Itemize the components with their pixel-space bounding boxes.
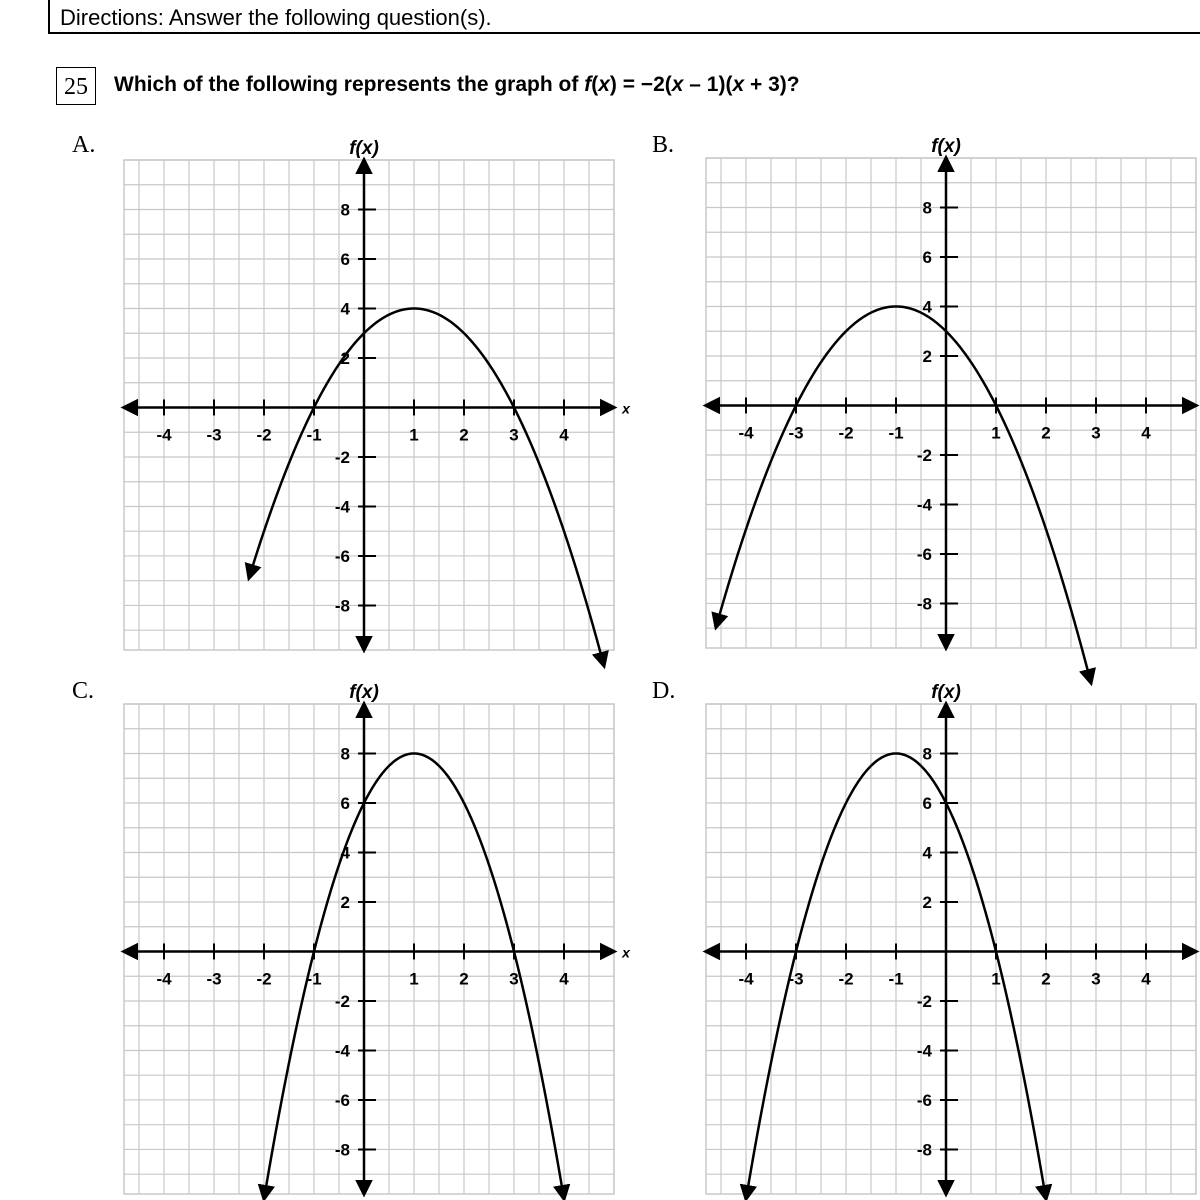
x-tick-label: 2 <box>459 969 469 989</box>
option-a-label[interactable]: A. <box>72 132 96 158</box>
question-text <box>114 73 800 97</box>
y-tick-label: -6 <box>916 1090 932 1110</box>
x-tick-label: -3 <box>206 425 222 445</box>
x-tick-label: -2 <box>838 969 854 989</box>
y-tick-label: 2 <box>922 346 932 366</box>
directions-text: Directions: Answer the following question(s). <box>60 5 492 30</box>
x-tick-label: 4 <box>1141 423 1151 443</box>
y-tick-label: -4 <box>334 497 350 517</box>
y-axis-label: f(x) <box>931 136 961 157</box>
y-tick-label: 2 <box>922 892 932 912</box>
x-tick-label: -4 <box>738 423 754 443</box>
y-tick-label: -4 <box>916 495 932 515</box>
x-tick-label: 4 <box>559 969 569 989</box>
grid <box>124 704 614 1194</box>
y-tick-label: 4 <box>340 843 350 863</box>
option-c-label[interactable]: C. <box>72 678 95 704</box>
y-tick-label: -8 <box>916 594 932 614</box>
y-tick-label: 4 <box>922 843 932 863</box>
y-tick-label: 6 <box>922 247 932 267</box>
x-tick-label: -4 <box>738 969 754 989</box>
x-tick-label: -2 <box>256 969 272 989</box>
x-tick-label: -4 <box>156 425 172 445</box>
y-tick-label: -4 <box>334 1041 350 1061</box>
question-number: 25 <box>56 67 96 105</box>
y-tick-label: 2 <box>340 348 350 368</box>
y-tick-label: -2 <box>334 447 350 467</box>
x-tick-label: -3 <box>206 969 222 989</box>
question-mid2: ) = −2( <box>609 73 672 96</box>
y-tick-label: 6 <box>922 793 932 813</box>
y-tick-label: 4 <box>922 297 932 317</box>
parabola-curve <box>249 308 604 665</box>
y-tick-label: -8 <box>334 596 350 616</box>
question-var: x <box>598 73 610 96</box>
y-tick-label: -2 <box>334 991 350 1011</box>
y-tick-label: -6 <box>916 544 932 564</box>
x-tick-label: -3 <box>788 423 804 443</box>
x-tick-label: 1 <box>409 425 419 445</box>
x-tick-label: 4 <box>559 425 569 445</box>
question-prefix: Which of the following represents the graph of <box>114 73 585 96</box>
x-tick-label: 3 <box>509 425 519 445</box>
x-tick-label: 2 <box>459 425 469 445</box>
grid <box>706 158 1196 648</box>
x-tick-label: -1 <box>306 425 322 445</box>
y-axis-label: f(x) <box>349 682 379 703</box>
y-tick-label: 8 <box>340 200 350 220</box>
x-tick-label: 1 <box>409 969 419 989</box>
graph-option-c[interactable] <box>124 682 630 1194</box>
x-tick-label: 1 <box>991 969 1001 989</box>
grid-border <box>706 158 1196 648</box>
x-axis-label: x <box>622 944 630 961</box>
y-tick-label: -2 <box>916 991 932 1011</box>
question-var2: x <box>671 73 684 96</box>
question-var3: x <box>732 73 745 96</box>
y-tick-label: 2 <box>340 892 350 912</box>
x-tick-label: 3 <box>509 969 519 989</box>
option-d-label[interactable]: D. <box>652 678 676 704</box>
x-tick-label: 4 <box>1141 969 1151 989</box>
x-tick-label: 2 <box>1041 969 1051 989</box>
y-tick-label: 6 <box>340 793 350 813</box>
question-mid1: ( <box>591 73 599 96</box>
x-tick-label: -1 <box>888 969 904 989</box>
y-tick-label: 4 <box>340 299 350 319</box>
directions-bar <box>48 0 1200 34</box>
x-tick-label: 3 <box>1091 423 1101 443</box>
y-axis-label: f(x) <box>931 682 961 703</box>
y-tick-label: -4 <box>916 1041 932 1061</box>
option-b-label[interactable]: B. <box>652 132 675 158</box>
x-tick-label: -4 <box>156 969 172 989</box>
x-tick-label: -2 <box>256 425 272 445</box>
grid-border <box>706 704 1196 1194</box>
question-suffix: + 3)? <box>744 73 800 96</box>
x-tick-label: -1 <box>306 969 322 989</box>
y-tick-label: -6 <box>334 546 350 566</box>
y-tick-label: 8 <box>340 744 350 764</box>
graph-option-a[interactable] <box>124 138 630 650</box>
x-tick-label: 2 <box>1041 423 1051 443</box>
x-tick-label: 1 <box>991 423 1001 443</box>
graph-option-b[interactable] <box>706 136 1196 648</box>
grid-border <box>124 160 614 650</box>
y-tick-label: -2 <box>916 445 932 465</box>
x-tick-label: -1 <box>888 423 904 443</box>
parabola-curve <box>716 306 1091 682</box>
question-mid3: – 1)( <box>683 73 733 96</box>
grid <box>706 704 1196 1194</box>
y-tick-label: -8 <box>334 1140 350 1160</box>
x-tick-label: 3 <box>1091 969 1101 989</box>
y-axis-label: f(x) <box>349 138 379 159</box>
y-tick-label: 8 <box>922 198 932 218</box>
x-tick-label: -2 <box>838 423 854 443</box>
x-tick-label: -3 <box>788 969 804 989</box>
graph-option-d[interactable] <box>706 682 1196 1194</box>
grid-border <box>124 704 614 1194</box>
y-tick-label: 8 <box>922 744 932 764</box>
x-axis-label: x <box>622 400 630 417</box>
question-fn: f <box>584 73 592 96</box>
y-tick-label: -8 <box>916 1140 932 1160</box>
y-tick-label: -6 <box>334 1090 350 1110</box>
y-tick-label: 6 <box>340 249 350 269</box>
grid <box>124 160 614 650</box>
